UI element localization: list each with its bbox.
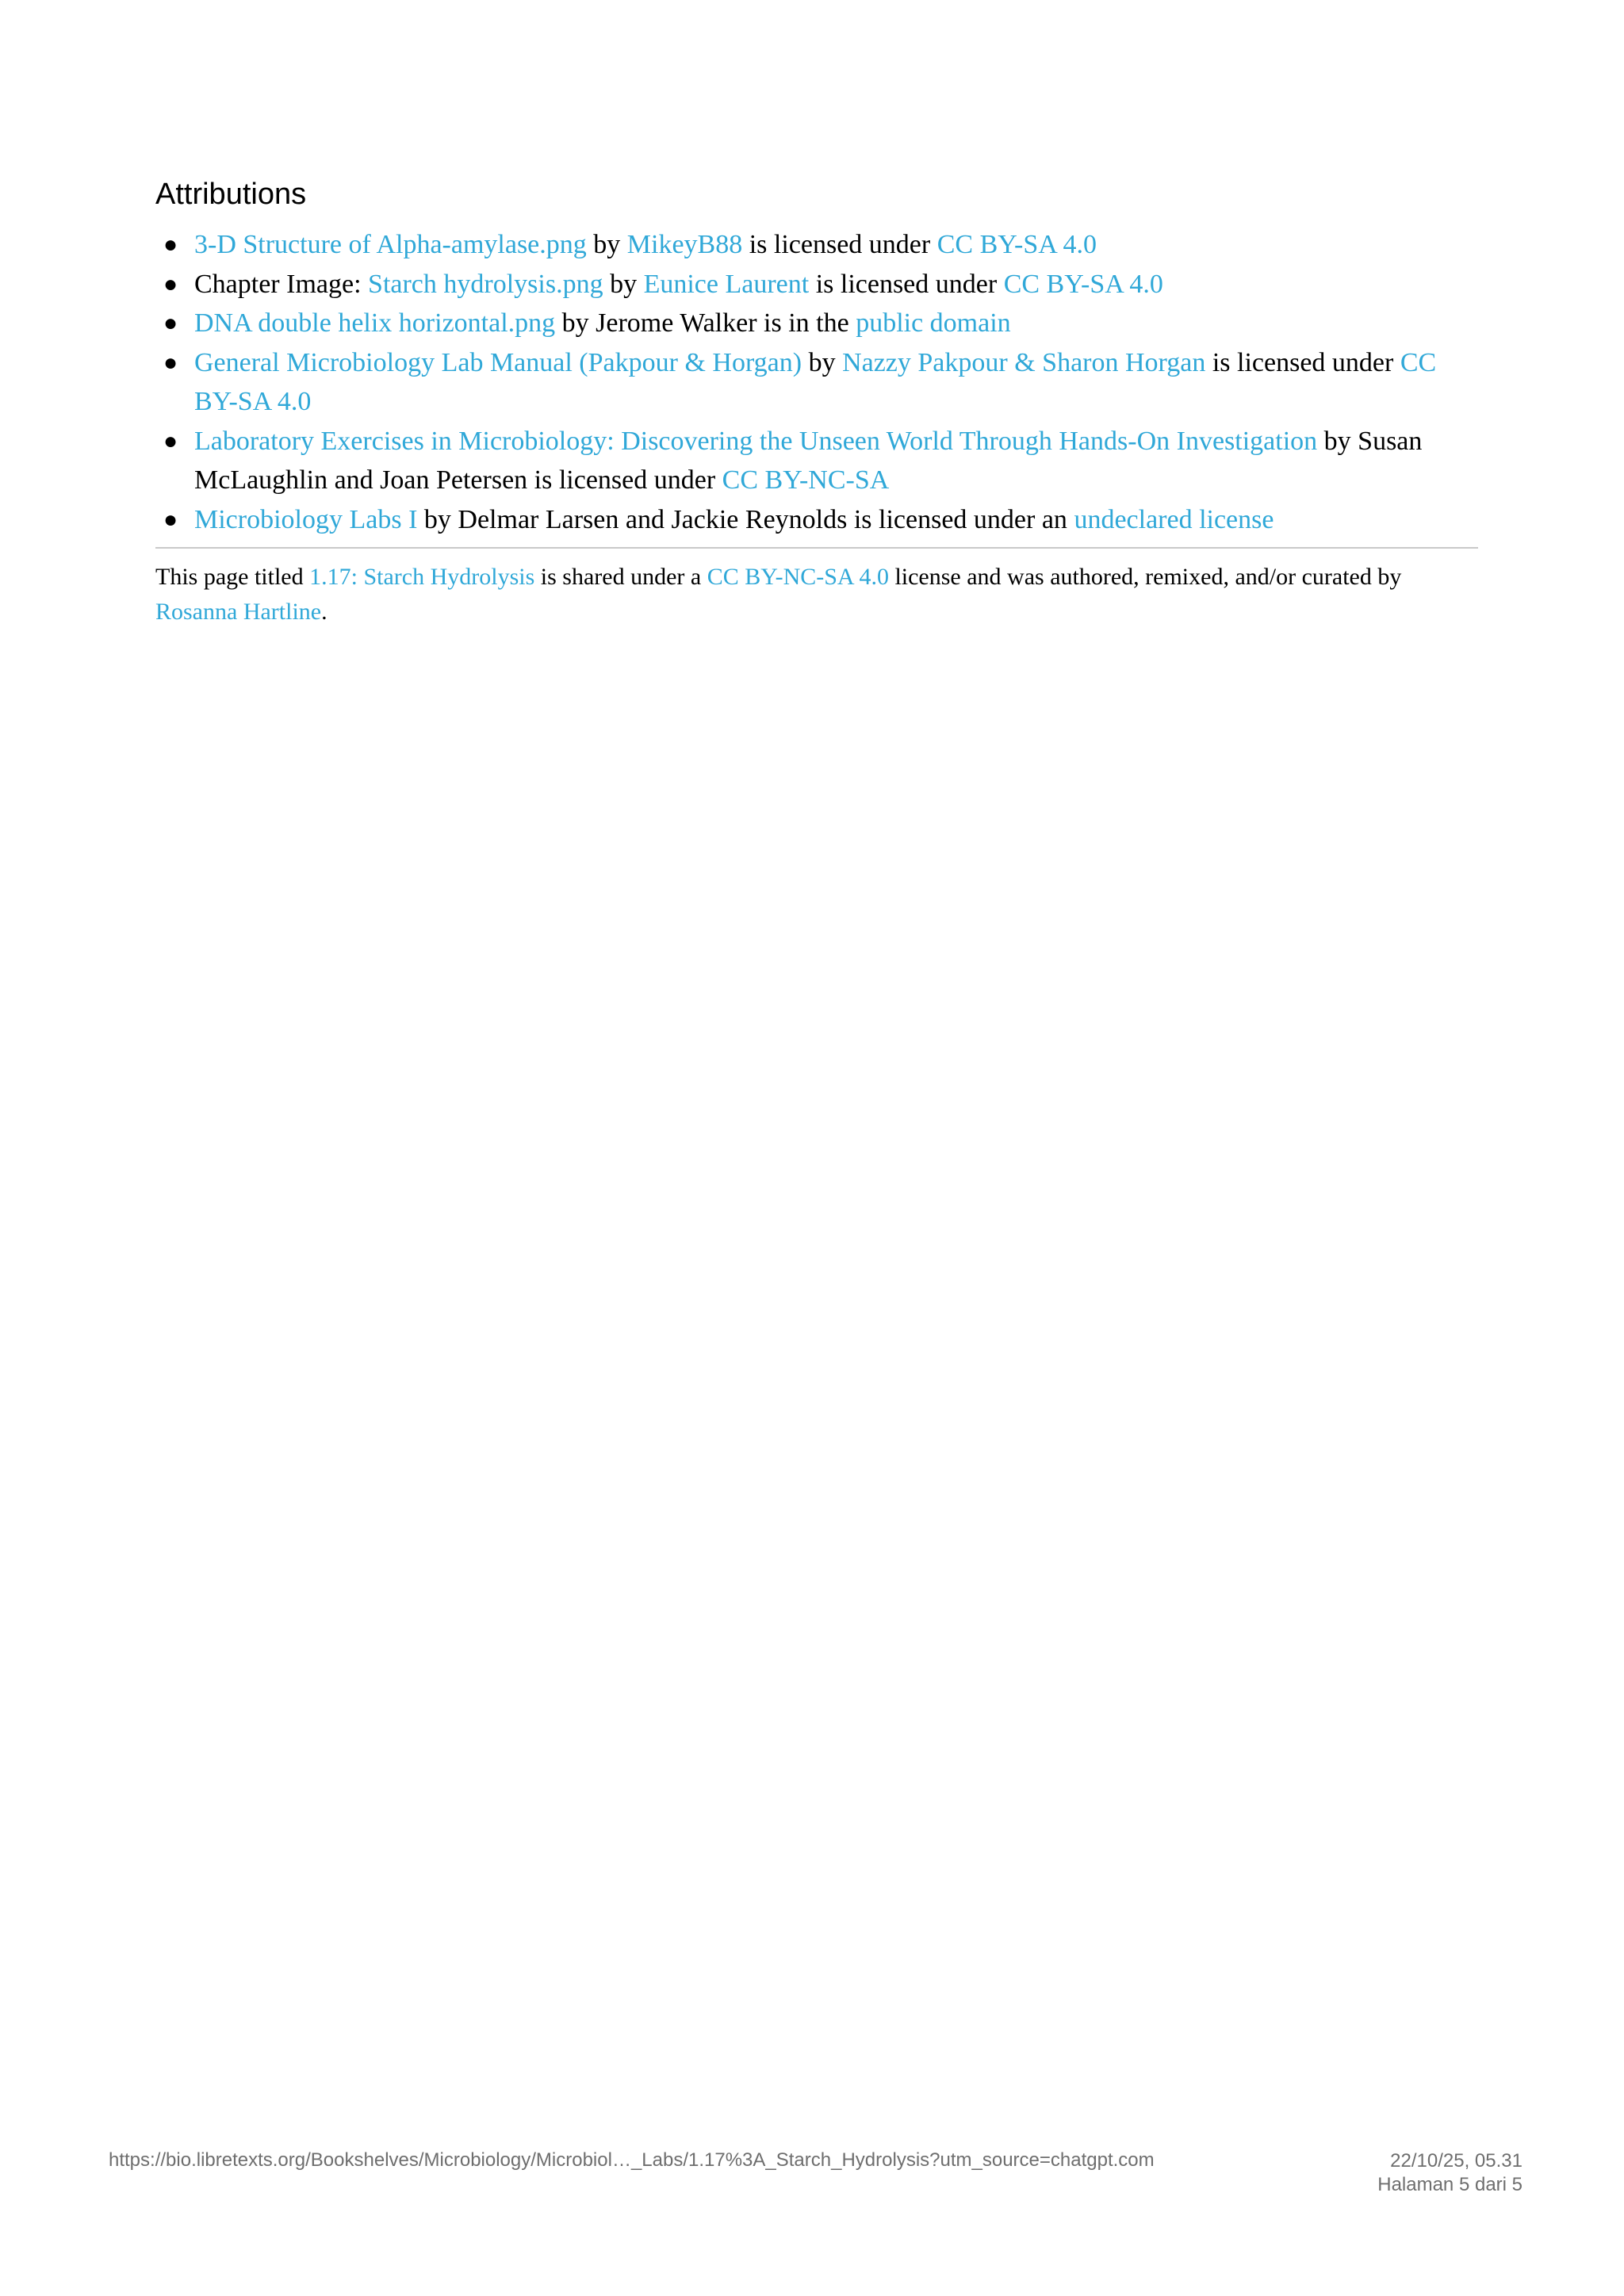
footer-page-number: Halaman 5 dari 5 xyxy=(1377,2174,1522,2195)
link-license-cc-by-sa[interactable]: CC BY-SA 4.0 xyxy=(936,230,1097,259)
link-license-cc-by-sa[interactable]: CC BY-SA 4.0 xyxy=(194,347,1437,416)
list-item xyxy=(163,343,1478,422)
list-item xyxy=(163,225,1478,265)
list-item xyxy=(163,304,1478,343)
link-dna-helix-image[interactable]: DNA double helix horizontal.png xyxy=(194,308,556,338)
footer-datetime: 22/10/25, 05.31 xyxy=(1390,2150,1522,2172)
link-license-cc-by-sa[interactable]: CC BY-SA 4.0 xyxy=(1003,269,1163,299)
link-author-eunice-laurent[interactable]: Eunice Laurent xyxy=(643,269,810,299)
footer-url: https://bio.libretexts.org/Bookshelves/Microbiology/Microbiol…_Labs/1.17%3A_Starch_Hydrolysis?utm_source=chatgpt.com xyxy=(109,2149,1155,2171)
text: license and was authored, remixed, and/or curated by xyxy=(888,564,1402,590)
text: by xyxy=(586,230,627,259)
link-license-cc-by-nc-sa[interactable]: CC BY-NC-SA xyxy=(722,465,890,495)
text: This page titled xyxy=(155,564,310,590)
bullet-icon: ● xyxy=(163,232,178,258)
text: is licensed under xyxy=(742,230,937,259)
bullet-icon: ● xyxy=(163,349,178,376)
link-author-rosanna-hartline[interactable]: Rosanna Hartline xyxy=(155,599,322,625)
footer-meta xyxy=(1377,2149,1522,2197)
attributions-heading: Attributions xyxy=(155,178,307,211)
link-license-cc-by-nc-sa[interactable]: CC BY-NC-SA 4.0 xyxy=(707,564,889,590)
link-starch-hydrolysis-image[interactable]: Starch hydrolysis.png xyxy=(368,269,603,299)
bullet-icon: ● xyxy=(163,427,178,454)
link-microbiology-labs[interactable]: Microbiology Labs I xyxy=(194,504,418,534)
text: . xyxy=(321,599,327,625)
text: by xyxy=(802,347,843,377)
text: is licensed under xyxy=(809,269,1004,299)
list-item xyxy=(163,422,1478,500)
link-undeclared-license[interactable]: undeclared license xyxy=(1074,504,1274,534)
link-alpha-amylase-image[interactable]: 3-D Structure of Alpha-amylase.png xyxy=(194,230,587,259)
divider xyxy=(155,547,1478,549)
bullet-icon: ● xyxy=(163,506,178,533)
link-lab-manual[interactable]: General Microbiology Lab Manual (Pakpour & Horgan) xyxy=(194,347,802,377)
text: by xyxy=(603,269,644,299)
link-author-mikeyb88[interactable]: MikeyB88 xyxy=(626,230,743,259)
text: is licensed under xyxy=(1205,347,1400,377)
text: Chapter Image: xyxy=(194,269,369,299)
text: by Jerome Walker is in the xyxy=(555,308,856,338)
list-item xyxy=(163,500,1478,540)
bullet-icon: ● xyxy=(163,310,178,336)
license-note xyxy=(155,560,1478,629)
link-page-title[interactable]: 1.17: Starch Hydrolysis xyxy=(309,564,535,590)
list-item xyxy=(163,265,1478,304)
link-public-domain[interactable]: public domain xyxy=(856,308,1011,338)
text: by Susan McLaughlin and Joan Petersen is licensed under xyxy=(194,426,1423,495)
page-content xyxy=(155,171,1478,629)
text: is shared under a xyxy=(534,564,707,590)
attributions-list xyxy=(155,225,1478,539)
bullet-icon: ● xyxy=(163,270,178,297)
text: by Delmar Larsen and Jackie Reynolds is licensed under an xyxy=(417,504,1074,534)
link-laboratory-exercises[interactable]: Laboratory Exercises in Microbiology: Discovering the Unseen World Through Hands-On Investigation xyxy=(194,426,1318,456)
link-authors-pakpour-horgan[interactable]: Nazzy Pakpour & Sharon Horgan xyxy=(842,347,1206,377)
